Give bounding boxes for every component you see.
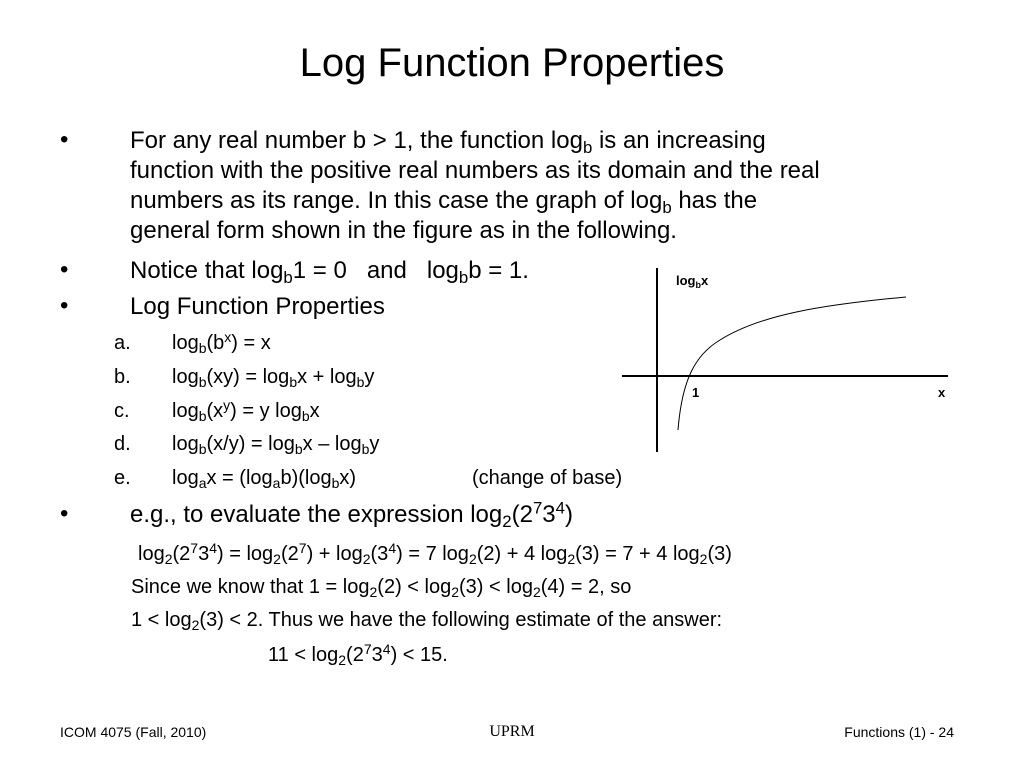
x-intercept-label: 1 xyxy=(692,385,700,400)
property-label: e. xyxy=(114,467,131,489)
paragraph-line: numbers as its range. In this case the graph of $\log_b$ has the xyxy=(130,187,758,218)
log-graph xyxy=(620,260,960,460)
property-d xyxy=(114,431,674,457)
bullet-marker: • xyxy=(60,292,69,319)
footer-institution: UPRM xyxy=(489,723,535,740)
property-label: b. xyxy=(114,366,131,388)
y-axis-label: $\log_bx$ xyxy=(676,273,709,290)
property-formula: $\log_ax = (\log_ab)(\log_bx)$ xyxy=(172,467,357,492)
property-c xyxy=(114,398,674,424)
property-b xyxy=(114,364,674,390)
property-e xyxy=(114,465,674,491)
property-label: d. xyxy=(114,433,131,455)
property-formula: $\log_b(xy) = \log_bx + \log_by$ xyxy=(172,366,375,391)
example-line-1: $\log_2(2^73^4) = \log_2(2^7) + \log_2(3^4) = 7$ $\log_2(2) + 4$ $\log_2(3) = 7 + 4$ $\log_2(3)$ xyxy=(138,540,732,568)
paragraph-line: general form shown in the figure as in the following. xyxy=(130,217,677,244)
bullet-example: e.g., to evaluate the expression $\log_2(2^73^4)$ xyxy=(130,498,573,532)
bullet-marker: • xyxy=(60,500,69,527)
property-formula: $\log_b(x/y) = \log_bx - \log_by$ xyxy=(172,433,380,458)
example-line-4: $11 < \log_2(2^73^4) < 15$. xyxy=(268,641,448,669)
log-curve xyxy=(678,297,906,430)
paragraph-line: function with the positive real numbers as its domain and the real xyxy=(130,157,820,184)
example-line-3: $1 < \log_2(3) < 2$. Thus we have the following estimate of the answer: xyxy=(131,609,723,634)
property-label: a. xyxy=(114,332,131,354)
property-a xyxy=(114,330,674,356)
footer-course: ICOM 4075 (Fall, 2010) xyxy=(60,724,207,740)
bullet-marker: • xyxy=(60,256,69,283)
paragraph-line: For any real number b > 1, the function $\log_b$ is an increasing xyxy=(130,127,766,158)
footer-page-number: Functions (1) - 24 xyxy=(844,724,954,740)
bullet-paragraph-increasing xyxy=(130,126,960,246)
x-axis-label: x xyxy=(938,385,946,400)
change-of-base-note: (change of base) xyxy=(472,467,623,489)
bullet-properties-heading: Log Function Properties xyxy=(130,293,385,320)
bullet-notice: Notice that $\log_b1 = 0$ and $\log_bb = 1$. xyxy=(130,257,529,288)
example-line-2: Since we know that $1 = \log_2(2) < \log_2(3) < \log_2(4) = 2$, so xyxy=(131,576,632,601)
bullet-marker: • xyxy=(60,126,69,153)
slide-title: Log Function Properties xyxy=(299,41,725,85)
property-formula: $\log_b(b^x) = x$ xyxy=(172,329,271,357)
property-formula: $\log_b(x^y) = y$ $\log_bx$ xyxy=(172,397,320,425)
property-label: c. xyxy=(114,400,130,422)
